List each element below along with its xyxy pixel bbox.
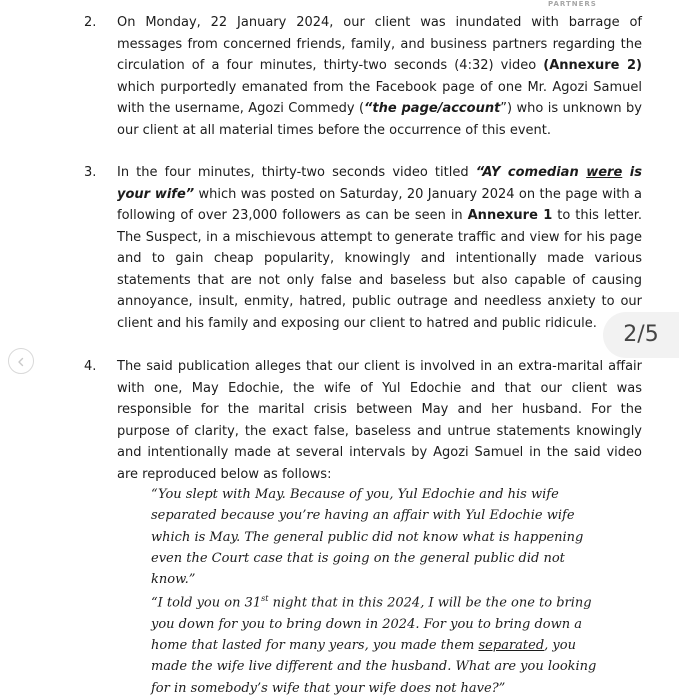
- quoted-statement-1: “You slept with May. Because of you, Yul Edochie and his wife separated because you’re having an affair with Yul Edochie wife which is May. The general public did not know what is happening even the Court case that is going on the general public did not know.”: [151, 487, 584, 588]
- paragraph-text-part: to this letter. The Suspect, in a mischievous attempt to generate traffic and view for his page and to gain cheap popularity, knowingly and intentionally made various statements that are not only false and baseless but also capable of causing annoyance, insult, enmity, hatred, public outrage and needless anxiety to our client and his family and exposing our client to hatred and public ridicule.: [117, 208, 642, 331]
- video-title: is your wife”: [117, 165, 642, 202]
- paragraph-text-part: In the four minutes, thirty-two seconds video titled: [117, 165, 476, 180]
- chevron-left-icon: [16, 352, 26, 371]
- video-title: “AY comedian: [475, 165, 587, 180]
- paragraph-text-part: On Monday, 22 January 2024, our client was inundated with barrage of messages from concerned friends, family, and business partners regarding the circulation of a four minutes, thirty-two seconds (4:32) video: [117, 15, 642, 73]
- paragraph-text: [117, 162, 642, 334]
- paragraph-text-part: ”) who is unknown by our client at all material times before the occurrence of this event.: [117, 101, 642, 138]
- annexure-reference: Annexure 1: [467, 208, 553, 223]
- paragraph-text-part: which purportedly emanated from the Facebook page of one Mr. Agozi Samuel with the username, Agozi Commedy (: [117, 79, 642, 116]
- paragraph-number: 3.: [84, 165, 97, 180]
- paragraph-text-part: which was posted on Saturday, 20 January 2024 on the page with a following of over 23,000 followers as can be seen in: [117, 186, 642, 223]
- page-indicator: 2/5: [603, 312, 679, 358]
- quoted-statement-2: [151, 588, 611, 699]
- paragraph-number: 4.: [84, 359, 97, 374]
- quote-text-part: , you made the wife live different and the husband. What are you looking for in somebody’s wife that your wife does not have?”: [151, 637, 597, 696]
- quote-superscript: st: [261, 594, 269, 603]
- annexure-reference: (Annexure 2): [543, 58, 642, 73]
- paragraph-text: [117, 12, 642, 141]
- quote-text-part: “I told you on 31: [151, 595, 262, 611]
- defined-term: “the page/account: [364, 101, 501, 116]
- quote-text-part: night that in this 2024, I will be the one to bring you down for you to bring down in 2024. For you to bring down a home that lasted for many years, you made them: [151, 595, 592, 653]
- quote-underlined-word: separated: [478, 637, 545, 653]
- watermark-partners: PARTNERS: [548, 0, 597, 8]
- video-title-underlined: were: [586, 165, 623, 180]
- paragraph-number: 2.: [84, 15, 97, 30]
- paragraph-text: The said publication alleges that our client is involved in an extra-marital affair with one, May Edochie, the wife of Yul Edochie and that our client was responsible for the marital crisis between May and her husband. For the purpose of clarity, the exact false, baseless and untrue statements knowingly and intentionally made at several intervals by Agozi Samuel in the said video are reproduced below as follows:: [117, 359, 642, 482]
- previous-page-button[interactable]: [8, 348, 34, 374]
